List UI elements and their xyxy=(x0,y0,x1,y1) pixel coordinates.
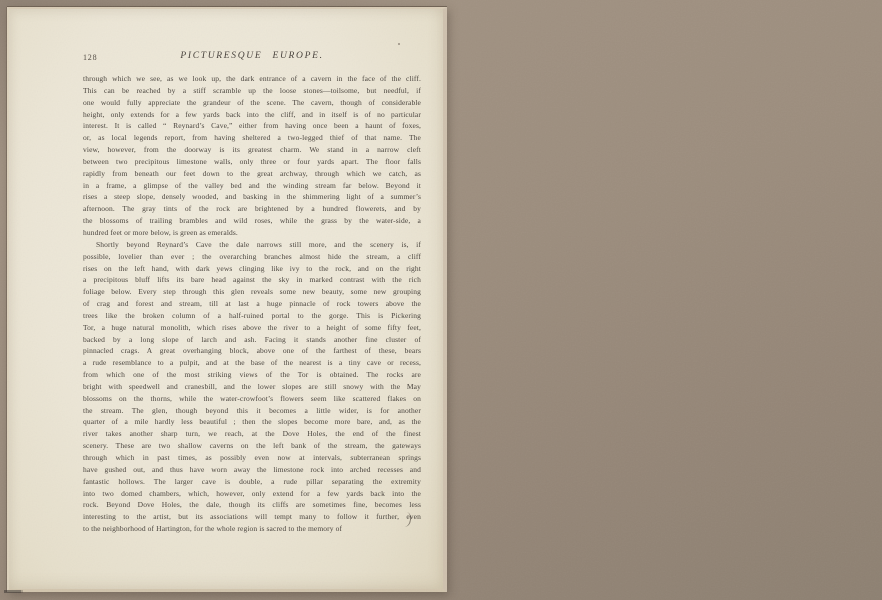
text-line: pinnacled crags. A great overhanging block, above one of the farthest of these, bears xyxy=(83,346,421,356)
text-line: This can be reached by a stiff scramble up the loose stones—toilsome, but needful, if xyxy=(83,85,421,95)
text-line: a precipitous bluff lifts its bare head against the sky in marked contrast with the rich xyxy=(83,275,421,285)
book-page xyxy=(7,7,447,592)
text-line: rises on the left hand, with dark yews clinging like ivy to the rock, and on the right xyxy=(83,263,421,273)
text-line: the blossoms of trailing brambles and wild roses, while the grass by the water-side, a xyxy=(83,216,421,226)
ink-speck-artifact xyxy=(398,43,400,45)
text-line: rock. Beyond Dove Holes, the dale, though its cliffs are sometimes fine, becomes less xyxy=(83,500,421,510)
page-body xyxy=(83,73,421,535)
text-line: scenery. These are two shallow caverns on the left bank of the stream, the gateways xyxy=(83,441,421,451)
text-line: height, only extends for a few yards back into the cliff, and in itself is of no particular xyxy=(83,109,421,119)
text-line: possible, lovelier than ever ; the overarching branches almost hide the stream, a cliff xyxy=(83,251,421,261)
text-line: fantastic hollows. The larger cave is double, a rude pillar separating the extremity xyxy=(83,476,421,486)
text-line: between two precipitous limestone walls, only three or four yards apart. The floor falls xyxy=(83,156,421,166)
text-line: trees like the broken column of a half-ruined portal to the gorge. This is Pickering xyxy=(83,310,421,320)
text-line: into two domed chambers, which, however, only extend for a few yards back into the xyxy=(83,488,421,498)
text-line: hundred feet or more below, is green as emeralds. xyxy=(83,227,238,237)
text-line: blossoms on the thorns, while the water-crowfoot’s flowers seem like scattered flakes on xyxy=(83,393,421,403)
text-line: in a frame, a glimpse of the valley bed and the winding stream far below. Beyond it xyxy=(83,180,421,190)
text-line: or, as local legends report, from having sheltered a two-legged thief of that name. The xyxy=(83,133,421,143)
text-line: backed by a long slope of larch and ash. Facing it stands another fine cluster of xyxy=(83,334,421,344)
text-line: rises a steep slope, densely wooded, and basking in the shimmering light of a summer’s xyxy=(83,192,421,202)
text-line: rapidly from beneath our feet down to the great archway, through which we catch, as xyxy=(83,168,421,178)
text-line: one would fully appreciate the grandeur of the scene. The cavern, though of considerable xyxy=(83,97,421,107)
text-line: have gushed out, and thus have worn away the limestone rock into arched recesses and xyxy=(83,464,421,474)
text-line: view, however, from the doorway is its greatest charm. We stand in a narrow cleft xyxy=(83,145,421,155)
corner-watermark-artifact xyxy=(4,590,21,593)
text-line: to the neighborhood of Hartington, for the whole region is sacred to the memory of xyxy=(83,524,343,534)
text-line: afternoon. The gray tints of the rock are brightened by a hundred flowerets, and by xyxy=(83,204,421,214)
text-line: the stream. The glen, though beyond this it becomes a little wider, is for another xyxy=(83,405,421,415)
text-line: interesting to the artist, but its associations will tempt many to follow it further, even xyxy=(83,512,421,522)
page-number: 128 xyxy=(83,53,98,62)
text-line: through which in past times, as possibly even now at intervals, subterranean springs xyxy=(83,453,421,462)
text-line: through which we see, as we look up, the dark entrance of a cavern in the face of the cliff. xyxy=(83,74,421,83)
text-line: foliage below. Every step through this glen reveals some new beauty, some new grouping xyxy=(83,287,421,297)
text-line: Shortly beyond Reynard’s Cave the dale narrows still more, and the scenery is, if xyxy=(96,239,421,249)
page-header xyxy=(83,51,421,65)
text-line: a rude resemblance to a pulpit, and at the base of the nearest is a tiny cave or recess, xyxy=(83,358,421,368)
text-line: from which one of the most striking views of the Tor is obtained. The rocks are xyxy=(83,370,421,380)
text-line: interest. It is called “ Reynard’s Cave,” either from having once been a haunt of foxes, xyxy=(83,121,421,131)
text-line: Tor, a huge natural monolith, which rises above the river to a height of some fifty feet, xyxy=(83,322,421,332)
text-line: of crag and forest and stream, till at last a huge pinnacle of rock towers above the xyxy=(83,299,421,309)
text-line: river takes another sharp turn, we reach, at the Dove Holes, the end of the finest xyxy=(83,429,421,439)
running-title: PICTURESQUE EUROPE. xyxy=(180,51,324,61)
text-line: quarter of a mile hardly less beautiful ; then the slopes become more bare, and, as the xyxy=(83,417,421,427)
text-line: bright with speedwell and cranesbill, and the lower slopes are still snowy with the May xyxy=(83,381,421,391)
